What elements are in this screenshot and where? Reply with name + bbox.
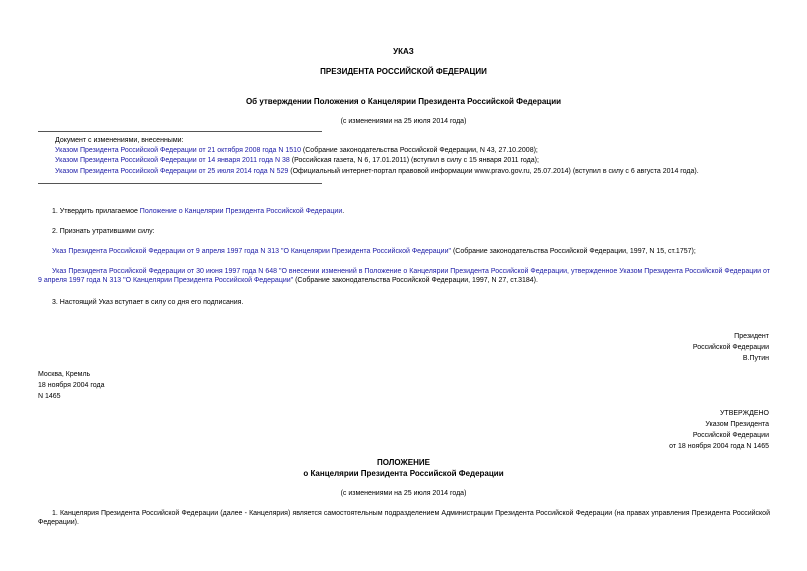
repealed-decree-2-link[interactable]: Указ Президента Российской Федерации от 30 июня 1997 года N 648 "О внесении изменений в Положение о Канцелярии Президента Российской Федерации, утвержденное Указом Президента Российской Федерации от 9 апреля 1997 года N 313 "О Канцелярии Президента Российской Федерации" (38, 268, 770, 284)
doc-issuer-subtitle: ПРЕЗИДЕНТА РОССИЙСКОЙ ФЕДЕРАЦИИ (320, 67, 487, 76)
regulation-item-1: 1. Канцелярия Президента Российской Федерации (далее - Канцелярия) является самостоятельным подразделением Администрации Президента Российской Федерации (на правах управления Президента Российской Федерации). (38, 510, 770, 526)
signing-date: 18 ноября 2004 года (38, 382, 105, 389)
amendment-item (55, 167, 699, 176)
decree-item-1 (52, 207, 344, 216)
amendment-item (55, 146, 538, 155)
repealed-decree-1 (52, 247, 696, 256)
signature-block (693, 332, 769, 363)
doc-heading: Об утверждении Положения о Канцелярии Президента Российской Федерации (245, 97, 562, 106)
decree-item-1-end: . (342, 208, 345, 215)
doc-type-title: УКАЗ (393, 47, 414, 56)
repealed-decree-1-source: (Собрание законодательства Российской Федерации, 1997, N 15, ст.1757); (451, 248, 696, 255)
amendment-link[interactable]: Указом Президента Российской Федерации от 14 января 2011 года N 38 (55, 157, 290, 164)
regulation-subtitle: о Канцелярии Президента Российской Федерации (303, 469, 504, 478)
decree-number: N 1465 (38, 393, 61, 400)
amendments-top-divider (38, 131, 322, 132)
approval-label: УТВЕРЖДЕНО (719, 410, 769, 417)
amendment-source: (Российская газета, N 6, 17.01.2011) (вступил в силу с 15 января 2011 года); (289, 157, 539, 164)
signature-country: Российской Федерации (692, 344, 769, 351)
regulation-title: ПОЛОЖЕНИЕ (377, 458, 430, 467)
amendment-source: (Официальный интернет-портал правовой информации www.pravo.gov.ru, 25.07.2014) (вступил в силу с 6 августа 2014 года). (288, 168, 699, 175)
amendment-link[interactable]: Указом Президента Российской Федерации от 25 июля 2014 года N 529 (55, 168, 289, 175)
approval-line: Российской Федерации (692, 432, 769, 439)
repealed-decree-1-link[interactable]: Указ Президента Российской Федерации от 9 апреля 1997 года N 313 "О Канцелярии Президента Российской Федерации" (52, 248, 451, 255)
amendment-source: (Собрание законодательства Российской Федерации, N 43, 27.10.2008); (300, 147, 538, 154)
amendment-link[interactable]: Указом Президента Российской Федерации от 21 октября 2008 года N 1510 (55, 147, 301, 154)
amendments-intro: Документ с изменениями, внесенными: (55, 137, 184, 144)
place-date-block (38, 370, 104, 401)
signing-place: Москва, Кремль (38, 371, 91, 378)
approval-line: от 18 ноября 2004 года N 1465 (669, 443, 769, 450)
amendments-bottom-divider (38, 183, 322, 184)
decree-item-2: 2. Признать утратившими силу: (52, 228, 155, 235)
regulation-link[interactable]: Положение о Канцелярии Президента Российской Федерации (139, 208, 343, 215)
regulation-edition-note: (с изменениями на 25 июля 2014 года) (340, 490, 467, 497)
amendment-item (55, 156, 539, 165)
edition-note: (с изменениями на 25 июля 2014 года) (340, 118, 467, 125)
approval-stamp (669, 409, 769, 451)
repealed-decree-2 (38, 267, 770, 285)
decree-item-1-text: 1. Утвердить прилагаемое (52, 208, 140, 215)
signature-name: В.Путин (742, 355, 769, 362)
signature-position: Президент (734, 333, 769, 340)
repealed-decree-2-source: (Собрание законодательства Российской Федерации, 1997, N 27, ст.3184). (293, 277, 538, 284)
approval-line: Указом Президента (705, 421, 769, 428)
decree-item-3: 3. Настоящий Указ вступает в силу со дня его подписания. (52, 299, 244, 306)
